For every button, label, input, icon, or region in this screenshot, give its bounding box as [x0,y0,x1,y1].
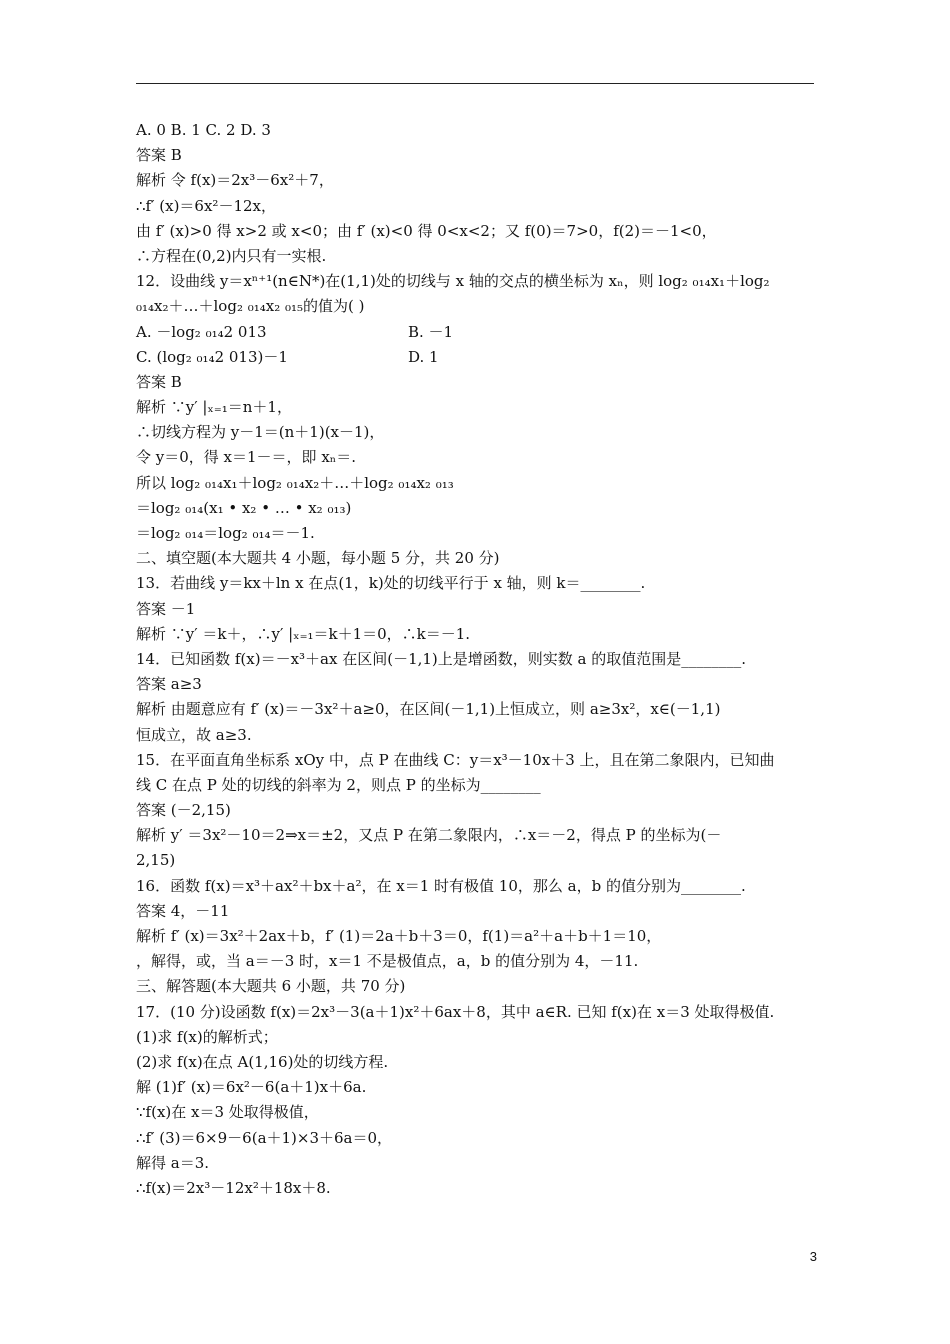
text-line: ∵f(x)在 x＝3 处取得极值， [136,1103,319,1122]
text-line: ，解得，或，当 a＝－3 时，x＝1 不是极值点，a，b 的值分别为 4，－11. [136,952,639,971]
text-line: 答案 B [136,372,182,391]
text-line: 恒成立，故 a≥3. [136,725,252,744]
text-line: 14．已知函数 f(x)＝－x³＋ax 在区间(－1,1)上是增函数，则实数 a 的取值范围是________. [136,649,747,668]
text-line: 解析 ∵y′ ＝k＋，∴y′ |ₓ₌₁＝k＋1＝0，∴k＝－1. [136,624,471,643]
text-line: 答案 B [136,146,182,165]
text-line: 解析 f′ (x)＝3x²＋2ax＋b，f′ (1)＝2a＋b＋3＝0，f(1)＝a²＋a＋b＋1＝10， [136,927,662,945]
text-line: 12．设曲线 y＝xⁿ⁺¹(n∈N*)在(1,1)处的切线与 x 轴的交点的横坐标为 xₙ，则 log₂ ₀₁₄x₁＋log₂ [136,272,770,291]
text-line: 解析 令 f(x)＝2x³－6x²＋7， [136,171,334,190]
text-line: 三、解答题(本大题共 6 小题，共 70 分) [136,977,406,996]
solution-11-block [136,118,816,320]
text-line: 解 (1)f′ (x)＝6x²－6(a＋1)x＋6a. [136,1078,367,1097]
question-12-options [136,320,816,370]
text-line: 线 C 在点 P 处的切线的斜率为 2，则点 P 的坐标为________ [136,775,541,794]
text-line: 2,15) [136,851,176,870]
option-text: D. 1 [408,347,439,366]
text-line: A. 0 B. 1 C. 2 D. 3 [136,121,271,139]
text-line: ∴方程在(0,2)内只有一实根. [136,246,327,265]
text-line: ₀₁₄x₂＋…＋log₂ ₀₁₄x₂ ₀₁₅的值为( ) [136,297,365,316]
text-line: 答案 a≥3 [136,675,202,694]
option-row [136,345,816,370]
text-line: 解析 由题意应有 f′ (x)＝－3x²＋a≥0，在区间(－1,1)上恒成立，则 a≥3x²，x∈(－1,1) [136,700,721,719]
text-line: ＝log₂ ₀₁₄(x₁ • x₂ • … • x₂ ₀₁₃) [136,498,352,517]
text-line: 13．若曲线 y＝kx＋ln x 在点(1，k)处的切线平行于 x 轴，则 k＝________. [136,574,646,593]
text-line: 答案 －1 [136,599,196,618]
text-line: 令 y＝0，得 x＝1－＝，即 xₙ＝. [136,448,357,467]
text-line: 答案 4，－11 [136,901,230,920]
text-line: 答案 (－2,15) [136,801,231,820]
text-line: ∴f′ (3)＝6×9－6(a＋1)×3＋6a＝0， [136,1128,393,1147]
questions-12-to-17-block [136,370,816,1201]
text-line: ＝log₂ ₀₁₄＝log₂ ₀₁₄＝－1. [136,524,315,542]
text-line: 解析 y′ ＝3x²－10＝2⇒x＝±2，又点 P 在第二象限内，∴x＝－2，得点 P 的坐标为(－ [136,826,722,845]
text-line: 由 f′ (x)>0 得 x>2 或 x<0；由 f′ (x)<0 得 0<x<2；又 f(0)＝7>0，f(2)＝－1<0， [136,221,717,240]
option-text: C. (log₂ ₀₁₄2 013)－1 [136,347,288,366]
text-line: 17．(10 分)设函数 f(x)＝2x³－3(a＋1)x²＋6ax＋8，其中 a∈R. 已知 f(x)在 x＝3 处取得极值. [136,1002,775,1021]
text-line: (2)求 f(x)在点 A(1,16)处的切线方程. [136,1052,389,1071]
text-line: 15．在平面直角坐标系 xOy 中，点 P 在曲线 C：y＝x³－10x＋3 上，且在第二象限内，已知曲 [136,750,775,769]
option-text: A. －log₂ ₀₁₄2 013 [136,322,267,341]
text-line: (1)求 f(x)的解析式； [136,1027,278,1046]
text-line: 解析 ∵y′ |ₓ₌₁＝n＋1， [136,398,292,417]
text-line: 二、填空题(本大题共 4 小题，每小题 5 分，共 20 分) [136,549,500,568]
header-rule [136,83,814,84]
option-text: B. －1 [408,322,454,341]
text-line: 解得 a＝3. [136,1153,210,1172]
text-line: ∴f′ (x)＝6x²－12x， [136,196,276,215]
text-line: 16．函数 f(x)＝x³＋ax²＋bx＋a²，在 x＝1 时有极值 10，那么 a，b 的值分别为________. [136,876,746,895]
option-row [136,320,816,345]
text-line: 所以 log₂ ₀₁₄x₁＋log₂ ₀₁₄x₂＋…＋log₂ ₀₁₄x₂ ₀₁₃ [136,473,454,492]
text-line: ∴切线方程为 y－1＝(n＋1)(x－1)， [136,423,385,442]
document-body [136,118,816,1201]
text-line: ∴f(x)＝2x³－12x²＋18x＋8. [136,1178,331,1197]
page-number: 3 [809,1249,817,1264]
